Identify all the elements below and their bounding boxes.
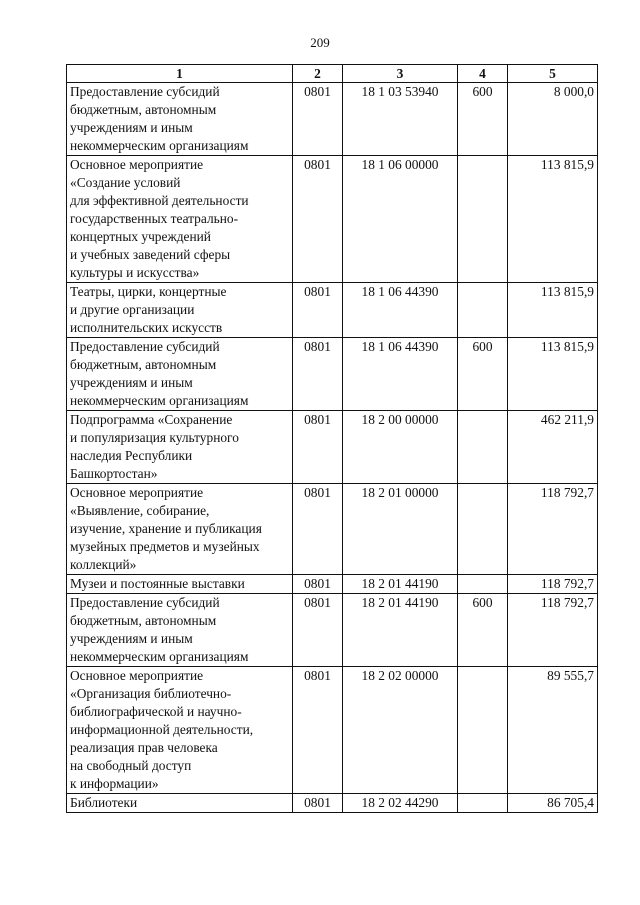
row-amount: 118 792,7	[508, 594, 598, 667]
row-amount: 86 705,4	[508, 794, 598, 813]
row-amount: 113 815,9	[508, 283, 598, 338]
table-row	[67, 794, 598, 813]
row-target-code: 18 2 02 00000	[343, 667, 458, 794]
table-row	[67, 83, 598, 156]
row-section-code: 0801	[293, 283, 343, 338]
row-expense-type	[458, 156, 508, 283]
row-name: Музеи и постоянные выставки	[67, 575, 293, 594]
row-target-code: 18 2 00 00000	[343, 411, 458, 484]
row-expense-type: 600	[458, 338, 508, 411]
row-target-code: 18 2 02 44290	[343, 794, 458, 813]
row-name: Предоставление субсидий бюджетным, автономным учреждениям и иным некоммерческим организациям	[67, 594, 293, 667]
row-target-code: 18 1 06 44390	[343, 283, 458, 338]
row-expense-type	[458, 575, 508, 594]
table-row	[67, 484, 598, 575]
header-col-5: 5	[508, 65, 598, 83]
row-target-code: 18 2 01 44190	[343, 575, 458, 594]
row-target-code: 18 1 06 00000	[343, 156, 458, 283]
row-section-code: 0801	[293, 667, 343, 794]
row-section-code: 0801	[293, 575, 343, 594]
row-section-code: 0801	[293, 794, 343, 813]
table-row	[67, 594, 598, 667]
table-row	[67, 575, 598, 594]
table-row	[67, 338, 598, 411]
row-section-code: 0801	[293, 411, 343, 484]
row-expense-type: 600	[458, 83, 508, 156]
row-expense-type: 600	[458, 594, 508, 667]
table-header-row	[67, 65, 598, 83]
row-amount: 89 555,7	[508, 667, 598, 794]
row-name: Предоставление субсидий бюджетным, автономным учреждениям и иным некоммерческим организациям	[67, 83, 293, 156]
row-amount: 462 211,9	[508, 411, 598, 484]
header-col-1: 1	[67, 65, 293, 83]
row-name: Театры, цирки, концертные и другие организации исполнительских искусств	[67, 283, 293, 338]
row-name: Предоставление субсидий бюджетным, автономным учреждениям и иным некоммерческим организациям	[67, 338, 293, 411]
table-row	[67, 283, 598, 338]
row-amount: 118 792,7	[508, 484, 598, 575]
row-target-code: 18 1 03 53940	[343, 83, 458, 156]
row-name: Библиотеки	[67, 794, 293, 813]
header-col-4: 4	[458, 65, 508, 83]
row-name: Основное мероприятие «Создание условий для эффективной деятельности государственных театрально- концертных учреждений и учебных заведений сферы культуры и искусства»	[67, 156, 293, 283]
row-target-code: 18 2 01 00000	[343, 484, 458, 575]
row-section-code: 0801	[293, 594, 343, 667]
row-section-code: 0801	[293, 83, 343, 156]
row-expense-type	[458, 484, 508, 575]
row-expense-type	[458, 283, 508, 338]
row-section-code: 0801	[293, 338, 343, 411]
row-amount: 113 815,9	[508, 338, 598, 411]
budget-table	[66, 64, 598, 813]
header-col-3: 3	[343, 65, 458, 83]
header-col-2: 2	[293, 65, 343, 83]
row-expense-type	[458, 667, 508, 794]
table-row	[67, 411, 598, 484]
row-expense-type	[458, 411, 508, 484]
table-row	[67, 667, 598, 794]
row-section-code: 0801	[293, 156, 343, 283]
row-amount: 118 792,7	[508, 575, 598, 594]
row-expense-type	[458, 794, 508, 813]
row-name: Подпрограмма «Сохранение и популяризация культурного наследия Республики Башкортостан»	[67, 411, 293, 484]
row-name: Основное мероприятие «Организация библиотечно- библиографической и научно- информационной деятельности, реализация прав человека на свободный доступ к информации»	[67, 667, 293, 794]
row-target-code: 18 1 06 44390	[343, 338, 458, 411]
row-section-code: 0801	[293, 484, 343, 575]
row-amount: 113 815,9	[508, 156, 598, 283]
row-target-code: 18 2 01 44190	[343, 594, 458, 667]
page-number: 209	[310, 35, 330, 50]
table-row	[67, 156, 598, 283]
row-name: Основное мероприятие «Выявление, собирание, изучение, хранение и публикация музейных предметов и музейных коллекций»	[67, 484, 293, 575]
row-amount: 8 000,0	[508, 83, 598, 156]
